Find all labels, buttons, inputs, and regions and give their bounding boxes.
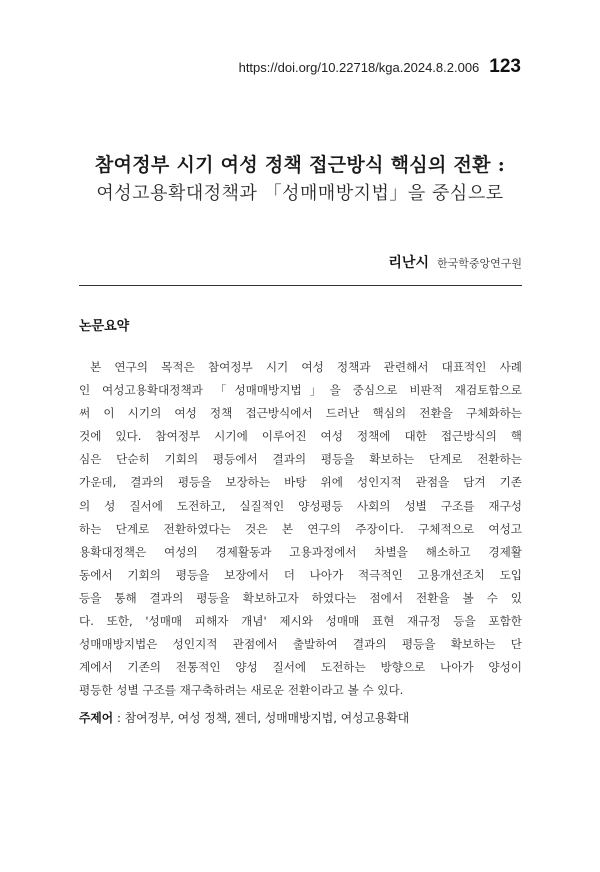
page-number: 123	[489, 56, 521, 77]
author-affiliation: 한국학중앙연구원	[436, 257, 522, 270]
abstract-line: 성매매방지법은 성인지적 관점에서 출발하여 결과의 평등을 확보하는 단	[79, 637, 522, 652]
abstract-line: 계에서 기존의 전통적인 양성 질서에 도전하는 방향으로 나아가 양성이	[79, 660, 522, 675]
keywords-text: 참여정부, 여성 정책, 젠더, 성매매방지법, 여성고용확대	[124, 711, 410, 725]
abstract-line: 평등한 성별 구조를 재구축하려는 새로운 전환이라고 볼 수 있다.	[79, 683, 404, 698]
abstract-line: 본 연구의 목적은 참여정부 시기 여성 정책과 관련해서 대표적인 사례	[90, 360, 522, 374]
page-header	[239, 56, 521, 78]
abstract-line: 인 여성고용확대정책과 「성매매방지법」을 중심으로 비판적 재검토함으로	[79, 383, 522, 398]
keywords-label: 주제어	[79, 711, 114, 725]
keywords-separator: :	[113, 711, 125, 725]
abstract-heading: 논문요약	[79, 319, 130, 334]
abstract-line: 것에 있다. 참여정부 시기에 이루어진 여성 정책에 대한 접근방식의 핵	[79, 429, 522, 444]
abstract-line: 하는 단계로 전환하였다는 것은 본 연구의 주장이다. 구체적으로 여성고	[79, 521, 522, 536]
abstract-line: 써 이 시기의 여성 정책 접근방식에서 드러난 핵심의 전환을 구체화하는	[79, 406, 522, 421]
title-divider	[79, 285, 522, 286]
abstract-line: 가운데, 결과의 평등을 보장하는 바탕 위에 성인지적 관점을 담겨 기존	[79, 475, 522, 490]
abstract-line: 의 성 질서에 도전하고, 실질적인 양성평등 사회의 성별 구조를 재구성	[79, 498, 522, 513]
author-line	[388, 252, 522, 272]
title-subtitle: 여성고용확대정책과 「성매매방지법」을 중심으로	[96, 183, 504, 204]
doi-link[interactable]: https://doi.org/10.22718/kga.2024.8.2.006	[238, 60, 480, 75]
keywords	[79, 707, 522, 729]
abstract-line: 등을 통해 결과의 평등을 확보하고자 하였다는 점에서 전환을 볼 수 있	[79, 590, 522, 605]
author-name: 리난시	[388, 255, 429, 271]
abstract-body	[79, 356, 522, 702]
abstract-line: 다. 또한, '성매매 피해자 개념' 제시와 성매매 표현 재규정 등을 포함한	[79, 614, 522, 629]
abstract-line: 심은 단순히 기회의 평등에서 결과의 평등을 확보하는 단계로 전환하는	[79, 452, 522, 467]
abstract-line: 용확대정책은 여성의 경제활동과 고용과정에서 차별을 해소하고 경제활	[79, 544, 522, 559]
abstract-line: 동에서 기회의 평등을 보장에서 더 나아가 적극적인 고용개선조치 도입	[79, 567, 522, 582]
paper-title	[0, 151, 600, 209]
title-main: 참여정부 시기 여성 정책 접근방식 핵심의 전환 :	[94, 154, 506, 176]
